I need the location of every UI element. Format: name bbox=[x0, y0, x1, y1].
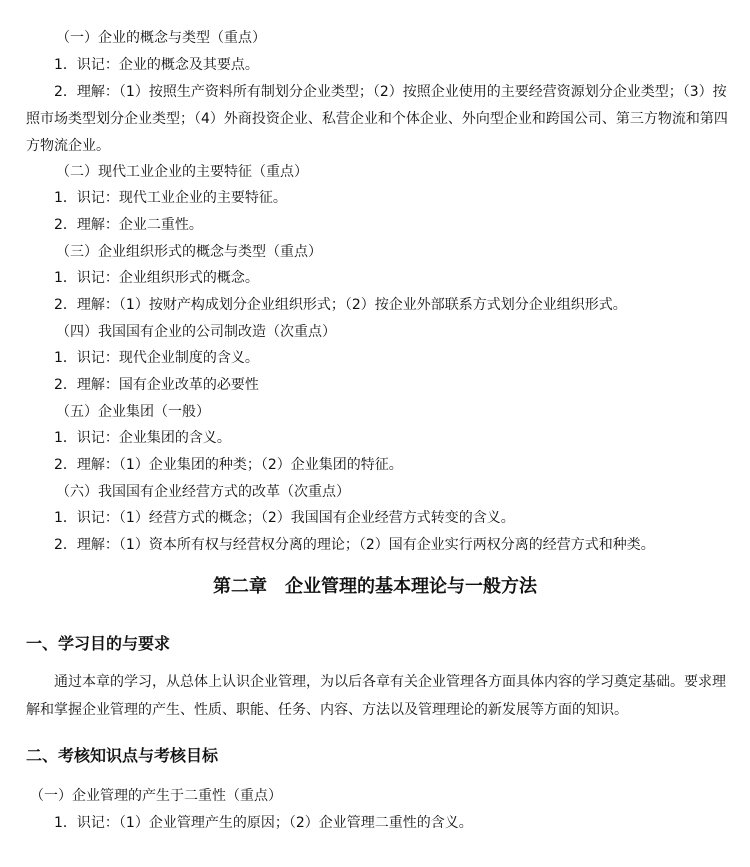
section-heading-objectives: 一、学习目的与要求 bbox=[26, 634, 171, 653]
list-item: 1．识记：企业的概念及其要点。 bbox=[54, 57, 259, 73]
list-item: 1．识记：（1）经营方式的概念；（2）我国国有企业经营方式转变的含义。 bbox=[54, 510, 515, 526]
chapter-title: 第二章 企业管理的基本理论与一般方法 bbox=[213, 576, 537, 597]
list-item: 2．理解：（1）按财产构成划分企业组织形式；（2）按企业外部联系方式划分企业组织形式。 bbox=[54, 297, 627, 313]
list-item-wrapped: 2．理解：（1）按照生产资料所有制划分企业类型；（2）按照企业使用的主要经营资源划分企业类型；（3）按照市场类型划分企业类型；（4）外商投资企业、私营企业和个体企业、外向型企业和跨国公司、第三方物流和第四方物流企业。 bbox=[26, 84, 728, 154]
subheading-enterprise-group: （五）企业集团（一般） bbox=[56, 404, 210, 420]
subheading-org-forms: （三）企业组织形式的概念与类型（重点） bbox=[56, 244, 322, 260]
list-item: 1．识记：企业集团的含义。 bbox=[54, 430, 231, 446]
section-heading-exam-points: 二、考核知识点与考核目标 bbox=[26, 746, 219, 765]
list-item: 2．理解：企业二重性。 bbox=[54, 217, 203, 233]
subheading-soe-reform: （四）我国国有企业的公司制改造（次重点） bbox=[56, 324, 336, 340]
objectives-paragraph: 通过本章的学习，从总体上认识企业管理，为以后各章有关企业管理各方面具体内容的学习奠定基础。要求理解和掌握企业管理的产生、性质、职能、任务、内容、方法以及管理理论的新发展等方面的知识。 bbox=[26, 674, 726, 718]
list-item: 1．识记：现代工业企业的主要特征。 bbox=[54, 190, 287, 206]
subheading-industrial-features: （二）现代工业企业的主要特征（重点） bbox=[56, 164, 308, 180]
subheading-enterprise-concept: （一）企业的概念与类型（重点） bbox=[56, 30, 266, 46]
subheading-management-origin: （一）企业管理的产生于二重性（重点） bbox=[30, 788, 282, 804]
list-item: 1．识记：现代企业制度的含义。 bbox=[54, 350, 259, 366]
list-item: 1．识记：（1）企业管理产生的原因；（2）企业管理二重性的含义。 bbox=[54, 815, 473, 831]
list-item: 2．理解：国有企业改革的必要性 bbox=[54, 377, 259, 393]
list-item: 1．识记：企业组织形式的概念。 bbox=[54, 270, 259, 286]
list-item: 2．理解：（1）资本所有权与经营权分离的理论；（2）国有企业实行两权分离的经营方式和种类。 bbox=[54, 537, 655, 553]
list-item: 2．理解：（1）企业集团的种类；（2）企业集团的特征。 bbox=[54, 457, 403, 473]
subheading-operation-reform: （六）我国国有企业经营方式的改革（次重点） bbox=[56, 484, 350, 500]
